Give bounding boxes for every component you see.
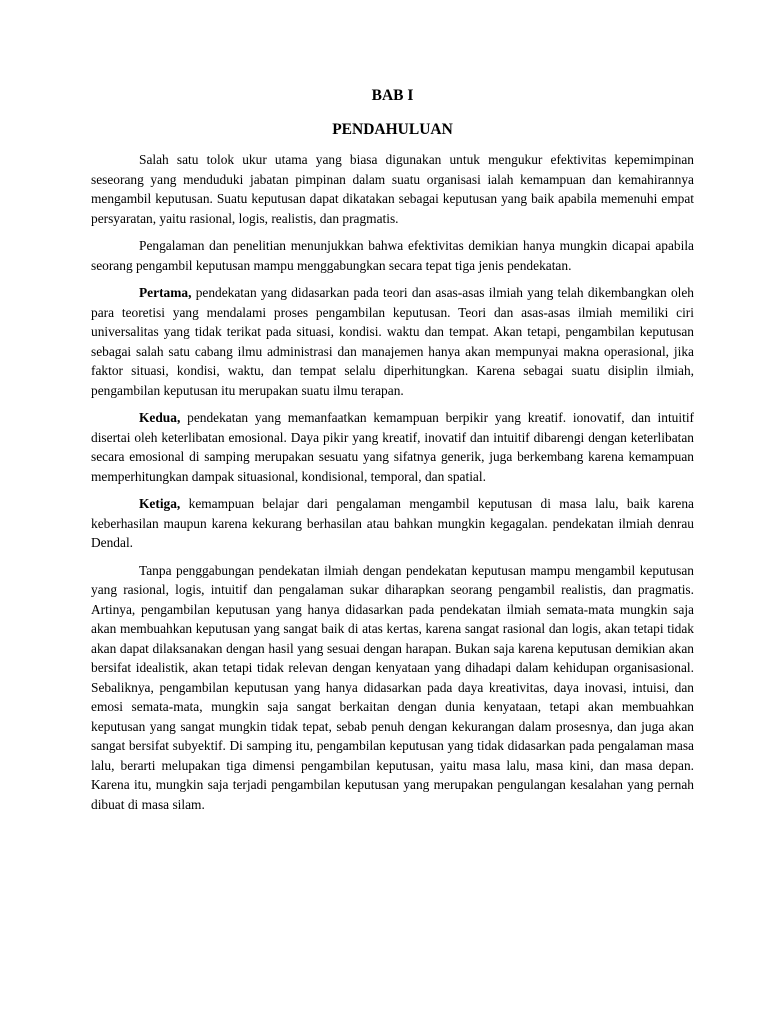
- paragraph-1: [91, 150, 694, 228]
- chapter-title: PENDAHULUAN: [332, 121, 453, 138]
- paragraph-text: pendekatan yang memanfaatkan kemampuan berpikir yang kreatif. ionovatif, dan intuitif disertai oleh keterlibatan emosional. Daya pikir yang kreatif, inovatif dan intuitif dibarengi dengan keterlibatan secara emosional di samping merupakan sesuatu yang sifatnya generik, juga berkembang karena kemampuan memperhitungkan dampak situasional, kondisional, temporal, dan spatial.: [91, 410, 694, 484]
- paragraph-4: [91, 408, 694, 486]
- paragraph-2: [91, 236, 694, 275]
- paragraph-lead-word: Ketiga,: [139, 496, 181, 511]
- paragraph-5: [91, 494, 694, 553]
- paragraph-3: [91, 283, 694, 400]
- paragraph-lead-word: Pertama,: [139, 285, 192, 300]
- chapter-heading: BAB I: [371, 87, 414, 104]
- paragraph-text: Tanpa penggabungan pendekatan ilmiah dengan pendekatan keputusan mampu mengambil keputusan yang rasional, logis, intuitif dan pengalaman sukar diharapkan seorang pengambil realistis, dan pragmatis. Artinya, pengambilan keputusan yang hanya didasarkan pada pendekatan ilmiah semata-mata mungkin saja akan membuahkan keputusan yang sangat baik di atas kertas, karena sangat rasional dan logis, akan tetapi tidak akan dapat dilaksanakan dengan hasil yang sesuai dengan harapan. Bukan saja karena keputusan demikian akan bersifat idealistik, akan tetapi tidak relevan dengan kenyataan yang dihadapi dalam kehidupan organisasional. Sebaliknya, pengambilan keputusan yang hanya didasarkan pada daya kreativitas, daya inovasi, intuisi, dan emosi semata-mata, mungkin saja sangat berkaitan dengan dunia kenyataan, tetapi akan membuahkan keputusan yang sangat mungkin tidak tepat, sebab penuh dengan kekurangan dalam prosesnya, dan juga akan sangat bersifat subyektif. Di samping itu, pengambilan keputusan yang tidak didasarkan pada pengalaman masa lalu, berarti melupakan tiga dimensi pengambilan keputusan, yaitu masa lalu, masa kini, dan masa depan. Karena itu, mungkin saja terjadi pengambilan keputusan yang merupakan pengulangan kesalahan yang pernah dibuat di masa silam.: [91, 562, 694, 812]
- paragraph-text: Pengalaman dan penelitian menunjukkan bahwa efektivitas demikian hanya mungkin dicapai apabila seorang pengambil keputusan mampu menggabungkan secara tepat tiga jenis pendekatan.: [91, 238, 694, 273]
- paragraph-text: Salah satu tolok ukur utama yang biasa digunakan untuk mengukur efektivitas kepemimpinan seseorang yang menduduki jabatan pimpinan dalam suatu organisasi ialah kemampuan dan kemahirannya mengambil keputusan. Suatu keputusan dapat dikatakan sebagai keputusan yang baik apabila memenuhi empat persyaratan, yaitu rasional, logis, realistis, dan pragmatis.: [91, 152, 694, 226]
- paragraph-6: [91, 561, 694, 815]
- paragraph-lead-word: Kedua,: [139, 410, 181, 425]
- paragraph-text: kemampuan belajar dari pengalaman mengambil keputusan di masa lalu, baik karena keberhasilan maupun karena kekurang berhasilan atau bahkan mungkin kegagalan. pendekatan ilmiah denrau Dendal.: [91, 496, 694, 550]
- paragraph-text: pendekatan yang didasarkan pada teori dan asas-asas ilmiah yang telah dikembangkan oleh para teoretisi yang mendalami proses pengambilan keputusan. Teori dan asas-asas ilmiah memiliki ciri universalitas yang tidak terikat pada situasi, kondisi. waktu dan tempat. Akan tetapi, pengambilan keputusan sebagai salah satu cabang ilmu administrasi dan manajemen hanya akan mempunyai makna operasional, jika faktor situasi, kondisi, waktu, dan tempat selalu diperhitungkan. Karena sebagai suatu disiplin ilmiah, pengambilan keputusan itu merupakan suatu ilmu terapan.: [91, 285, 694, 398]
- document-page: [91, 86, 694, 822]
